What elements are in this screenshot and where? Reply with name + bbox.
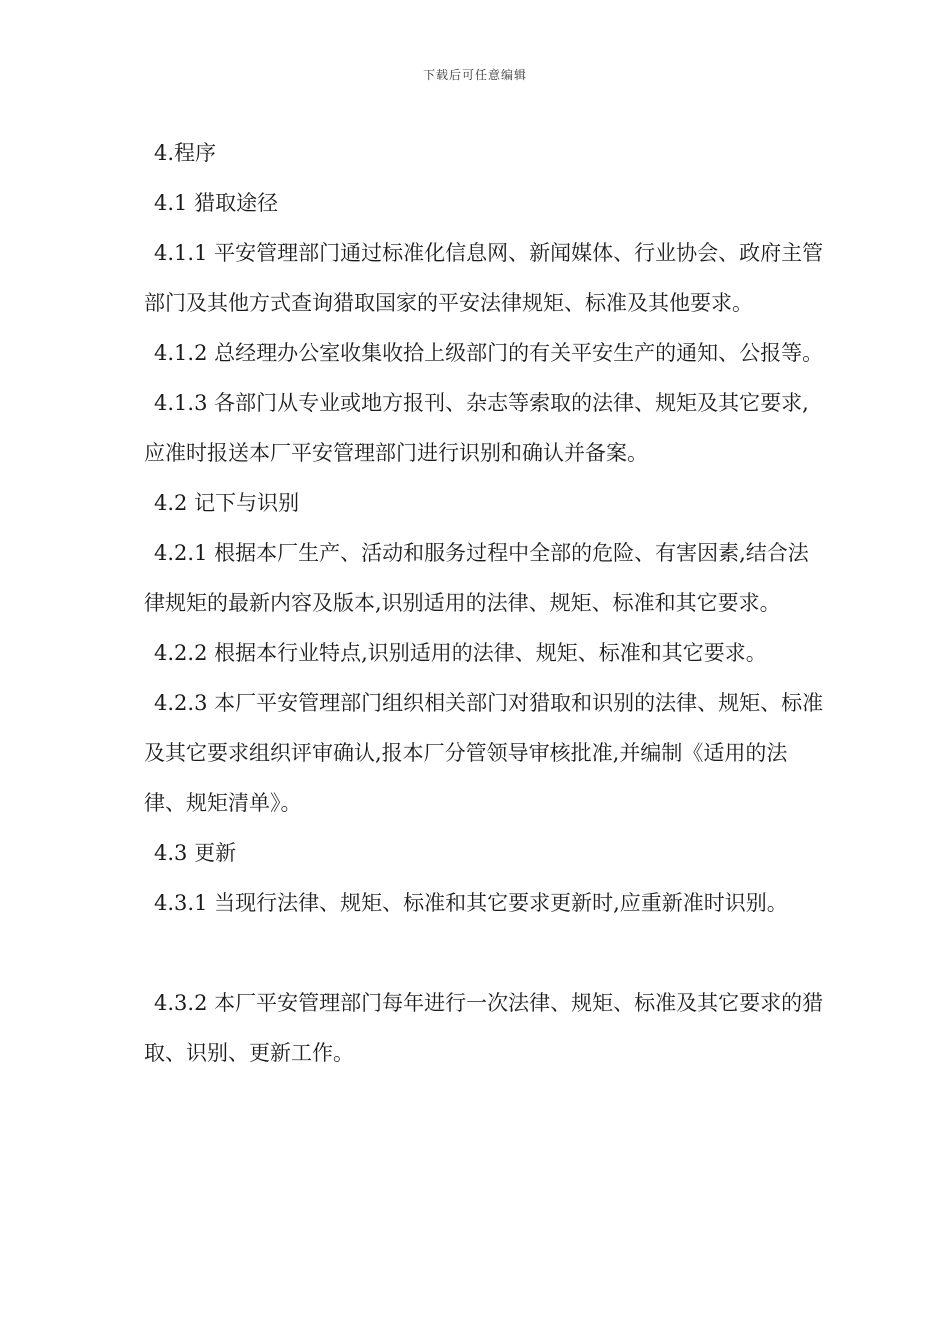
paragraph-4-3-2: 4.3.2 本厂平安管理部门每年进行一次法律、规矩、标准及其它要求的猎取、识别、更新工作。 bbox=[144, 991, 824, 1065]
paragraph-4-1-1: 4.1.1 平安管理部门通过标准化信息网、新闻媒体、行业协会、政府主管部门及其他方式查询猎取国家的平安法律规矩、标准及其他要求。 bbox=[144, 241, 824, 315]
paragraph-4-2-1: 4.2.1 根据本厂生产、活动和服务过程中全部的危险、有害因素,结合法律规矩的最新内容及版本,识别适用的法律、规矩、标准和其它要求。 bbox=[144, 541, 809, 615]
paragraph-4-1-3: 4.1.3 各部门从专业或地方报刊、杂志等索取的法律、规矩及其它要求,应准时报送本厂平安管理部门进行识别和确认并备案。 bbox=[144, 391, 809, 465]
page-header: 下载后可任意编辑 bbox=[422, 68, 527, 82]
paragraph-4-2-2: 4.2.2 根据本行业特点,识别适用的法律、规矩、标准和其它要求。 bbox=[154, 641, 767, 665]
section-heading-4-1: 4.1 猎取途径 bbox=[154, 191, 279, 215]
paragraph-4-3-1: 4.3.1 当现行法律、规矩、标准和其它要求更新时,应重新准时识别。 bbox=[154, 891, 788, 915]
section-heading-4: 4.程序 bbox=[154, 141, 217, 165]
paragraph-4-2-3: 4.2.3 本厂平安管理部门组织相关部门对猎取和识别的法律、规矩、标准及其它要求组织评审确认,报本厂分管领导审核批准,并编制《适用的法律、规矩清单》。 bbox=[144, 691, 824, 815]
section-heading-4-2: 4.2 记下与识别 bbox=[154, 491, 300, 515]
document-body bbox=[144, 128, 824, 1078]
blank-line bbox=[144, 928, 824, 978]
paragraph-4-1-2: 4.1.2 总经理办公室收集收拾上级部门的有关平安生产的通知、公报等。 bbox=[154, 341, 824, 365]
section-heading-4-3: 4.3 更新 bbox=[154, 841, 237, 865]
